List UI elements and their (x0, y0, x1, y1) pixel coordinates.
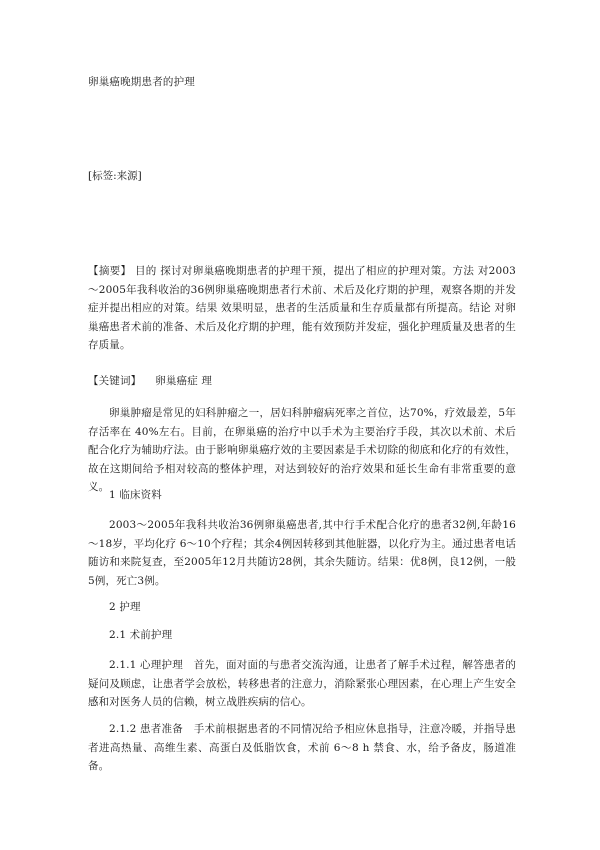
section-1-body: 2003～2005年我科共收治36例卵巢癌患者,其中行手术配合化疗的患者32例,年龄16～18岁，平均化疗 6～10个疗程；其余4例因转移到其他脏器，以化疗为主。通过患者电话随访和来院复查，至2005年12月共随访28例，其余失随访。结果：优8例，良12例，一般5例，死亡3例。 (88, 519, 516, 587)
section-2-1-2-text: 手术前根据患者的不同情况给予相应休息指导，注意冷暖，并指导患者进高热量、高维生素、高蛋白及低脂饮食，术前 6～8 h 禁食、水，给予备皮，肠道准备。 (88, 723, 516, 772)
section-2-1-2-paragraph (88, 720, 516, 776)
abstract-text: 目的 探讨对卵巢癌晚期患者的护理干预，提出了相应的护理对策。方法 对2003～2005年我科收治的36例卵巢癌晚期患者行术前、术后及化疗期的护理，观察各期的并发症并提出相应的对策。结果 效果明显，患者的生活质量和生存质量都有所提高。结论 对卵巢癌患者术前的准备、术后及化疗期的护理，能有效预防并发症，强化护理质量及患者的生存质量。 (88, 265, 516, 351)
document-title: 卵巢癌晚期患者的护理 (88, 76, 195, 88)
abstract-paragraph (88, 262, 516, 355)
source-tag: [标签:来源] (88, 170, 142, 182)
section-2-1-2-label: 2.1.2 患者准备 (109, 723, 184, 735)
keywords-paragraph (88, 372, 516, 391)
section-2-1-heading: 2.1 术前护理 (109, 629, 173, 641)
section-2-heading: 2 护理 (109, 601, 141, 613)
keywords-label: 【关键词】 (88, 375, 142, 387)
section-1-heading: 1 临床资料 (109, 489, 162, 501)
intro-paragraph: 卵巢肿瘤是常见的妇科肿瘤之一，居妇科肿瘤病死率之首位，达70%，疗效最差，5年存活率在 40%左右。目前，在卵巢癌的治疗中以手术为主要治疗手段，其次以术前、术后配合化疗为辅助疗法。由于影响卵巢癌疗效的主要因素是手术切除的彻底和化疗的有效性，故在这期间给予相对较高的整体护理，对达到较好的治疗效果和延长生命有非常重要的意义。 (88, 407, 516, 493)
section-2-1-1-paragraph (88, 656, 516, 712)
section-2-1-1-text: 首先，面对面的与患者交流沟通，让患者了解手术过程，解答患者的疑问及顾虑，让患者学会放松，转移患者的注意力，消除紧张心理因素，在心理上产生安全感和对医务人员的信赖，树立战胜疾病的信心。 (88, 659, 516, 708)
section-2-1-1-label: 2.1.1 心理护理 (109, 659, 184, 671)
keywords-text: 卵巢癌症 理 (155, 375, 212, 387)
abstract-label: 【摘要】 (88, 265, 132, 277)
